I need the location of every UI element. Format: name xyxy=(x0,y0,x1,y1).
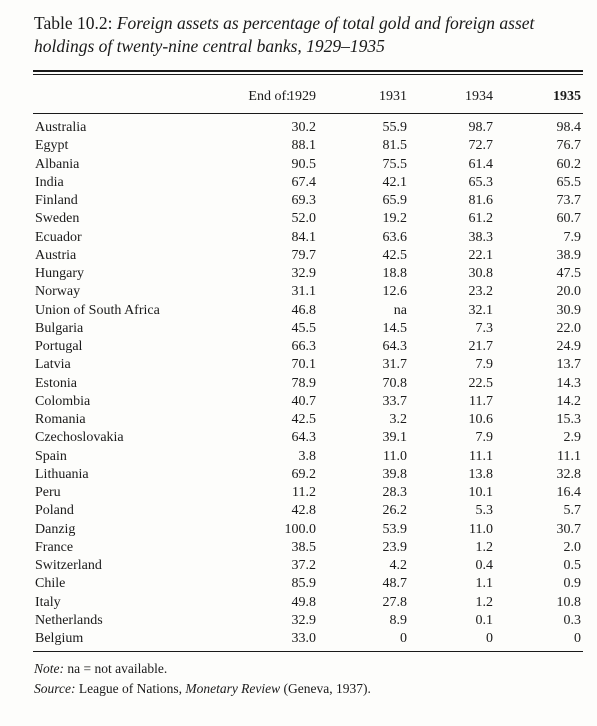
value-cell: 79.7 xyxy=(291,247,316,263)
value-cell: 42.5 xyxy=(291,412,316,427)
table-row xyxy=(0,210,597,228)
table-row xyxy=(0,156,597,174)
table-row xyxy=(0,466,597,484)
value-cell: 30.2 xyxy=(291,120,316,135)
value-cell: 8.9 xyxy=(389,612,407,628)
note-text: na = not available. xyxy=(64,661,168,676)
value-cell: 81.6 xyxy=(468,193,493,208)
table-row xyxy=(0,612,597,630)
table-row xyxy=(0,320,597,338)
value-cell: 24.9 xyxy=(556,339,581,354)
table-notes xyxy=(34,659,371,699)
value-cell: 7.9 xyxy=(475,430,493,446)
value-cell: 18.8 xyxy=(382,266,407,281)
top-rule-thick xyxy=(33,70,583,72)
country-cell: Peru xyxy=(35,485,61,500)
value-cell: 72.7 xyxy=(468,138,493,154)
country-cell: Chile xyxy=(35,576,66,592)
value-cell: 31.7 xyxy=(382,357,407,373)
value-cell: 0.9 xyxy=(563,576,581,592)
table-header-row xyxy=(0,89,597,107)
value-cell: 37.2 xyxy=(291,558,316,573)
top-rule-thin xyxy=(33,74,583,75)
table-body xyxy=(0,119,597,648)
value-cell: 70.1 xyxy=(291,357,316,373)
country-cell: Belgium xyxy=(35,631,84,646)
value-cell: 11.0 xyxy=(383,448,407,464)
country-cell: India xyxy=(35,174,64,190)
value-cell: 45.5 xyxy=(291,320,316,336)
value-cell: 21.7 xyxy=(468,339,493,354)
table-row xyxy=(0,594,597,612)
value-cell: 76.7 xyxy=(556,138,581,154)
country-cell: Australia xyxy=(35,120,87,135)
value-cell: 42.1 xyxy=(382,174,407,190)
value-cell: 23.2 xyxy=(468,284,493,300)
value-cell: 65.9 xyxy=(382,193,407,208)
value-cell: 3.8 xyxy=(298,448,316,464)
table-row xyxy=(0,338,597,356)
value-cell: 49.8 xyxy=(291,594,316,610)
country-cell: Sweden xyxy=(35,211,80,227)
value-cell: 65.5 xyxy=(556,174,581,190)
value-cell: 0 xyxy=(400,631,407,646)
value-cell: 66.3 xyxy=(291,339,316,354)
value-cell: 32.9 xyxy=(291,266,316,281)
country-cell: Colombia xyxy=(35,393,91,409)
value-cell: 65.3 xyxy=(468,174,493,190)
value-cell: na xyxy=(393,302,407,318)
source-line xyxy=(34,679,371,699)
country-cell: Ecuador xyxy=(35,229,82,245)
value-cell: 33.0 xyxy=(291,631,316,646)
table-row xyxy=(0,265,597,283)
value-cell: 11.2 xyxy=(292,485,316,500)
value-cell: 73.7 xyxy=(556,193,581,208)
country-cell: Netherlands xyxy=(35,612,103,628)
value-cell: 75.5 xyxy=(382,156,407,172)
country-cell: Albania xyxy=(35,156,80,172)
value-cell: 0.1 xyxy=(475,612,493,628)
value-cell: 69.2 xyxy=(291,466,316,482)
header-year: 1929 xyxy=(288,89,316,104)
value-cell: 11.0 xyxy=(469,521,493,537)
value-cell: 70.8 xyxy=(382,375,407,391)
table-row xyxy=(0,557,597,575)
value-cell: 1.2 xyxy=(475,539,493,555)
value-cell: 14.2 xyxy=(556,393,581,409)
value-cell: 7.9 xyxy=(563,229,581,245)
country-cell: Latvia xyxy=(35,357,71,373)
value-cell: 0 xyxy=(486,631,493,646)
source-text-end: (Geneva, 1937). xyxy=(280,681,371,696)
value-cell: 39.8 xyxy=(382,466,407,482)
value-cell: 12.6 xyxy=(382,284,407,300)
country-cell: Norway xyxy=(35,284,81,300)
value-cell: 64.3 xyxy=(382,339,407,354)
table-row xyxy=(0,484,597,502)
value-cell: 4.2 xyxy=(389,558,407,573)
value-cell: 42.5 xyxy=(382,247,407,263)
value-cell: 2.9 xyxy=(563,430,581,446)
value-cell: 5.7 xyxy=(563,503,581,519)
value-cell: 31.1 xyxy=(291,284,316,300)
value-cell: 38.9 xyxy=(556,247,581,263)
note-label: Note: xyxy=(34,661,64,676)
value-cell: 55.9 xyxy=(382,120,407,135)
value-cell: 47.5 xyxy=(556,266,581,281)
value-cell: 67.4 xyxy=(291,174,316,190)
value-cell: 28.3 xyxy=(382,485,407,500)
value-cell: 61.2 xyxy=(468,211,493,227)
value-cell: 63.6 xyxy=(382,229,407,245)
value-cell: 61.4 xyxy=(468,156,493,172)
value-cell: 11.1 xyxy=(469,448,493,464)
value-cell: 90.5 xyxy=(291,156,316,172)
note-line xyxy=(34,659,371,679)
value-cell: 0.5 xyxy=(563,558,581,573)
value-cell: 7.3 xyxy=(475,320,493,336)
value-cell: 30.7 xyxy=(556,521,581,537)
value-cell: 30.9 xyxy=(556,302,581,318)
table-caption xyxy=(34,12,574,58)
value-cell: 42.8 xyxy=(291,503,316,519)
value-cell: 16.4 xyxy=(556,485,581,500)
table-row xyxy=(0,174,597,192)
value-cell: 5.3 xyxy=(475,503,493,519)
value-cell: 88.1 xyxy=(291,138,316,154)
country-cell: Italy xyxy=(35,594,61,610)
table-row xyxy=(0,192,597,210)
value-cell: 33.7 xyxy=(382,393,407,409)
value-cell: 14.3 xyxy=(556,375,581,391)
table-row xyxy=(0,575,597,593)
value-cell: 64.3 xyxy=(291,430,316,446)
source-text: League of Nations, xyxy=(75,681,186,696)
value-cell: 98.7 xyxy=(468,120,493,135)
value-cell: 52.0 xyxy=(291,211,316,227)
country-cell: France xyxy=(35,539,74,555)
value-cell: 32.9 xyxy=(291,612,316,628)
table-row xyxy=(0,302,597,320)
table-row xyxy=(0,411,597,429)
source-publication: Monetary Review xyxy=(185,681,281,696)
value-cell: 27.8 xyxy=(382,594,407,610)
value-cell: 39.1 xyxy=(382,430,407,446)
country-cell: Egypt xyxy=(35,138,69,154)
value-cell: 19.2 xyxy=(382,211,407,227)
table-row xyxy=(0,247,597,265)
value-cell: 69.3 xyxy=(291,193,316,208)
header-year: 1931 xyxy=(379,89,407,104)
value-cell: 0 xyxy=(574,631,581,646)
value-cell: 32.8 xyxy=(556,466,581,482)
value-cell: 1.1 xyxy=(475,576,493,592)
country-cell: Union of South Africa xyxy=(35,302,160,318)
value-cell: 60.7 xyxy=(556,211,581,227)
value-cell: 78.9 xyxy=(291,375,316,391)
table-row xyxy=(0,539,597,557)
value-cell: 48.7 xyxy=(382,576,407,592)
value-cell: 11.1 xyxy=(557,448,581,464)
value-cell: 10.1 xyxy=(468,485,493,500)
value-cell: 38.3 xyxy=(468,229,493,245)
value-cell: 53.9 xyxy=(382,521,407,537)
value-cell: 20.0 xyxy=(556,284,581,300)
country-cell: Romania xyxy=(35,412,86,427)
value-cell: 40.7 xyxy=(291,393,316,409)
country-cell: Estonia xyxy=(35,375,77,391)
value-cell: 15.3 xyxy=(556,412,581,427)
value-cell: 10.8 xyxy=(556,594,581,610)
value-cell: 11.7 xyxy=(469,393,493,409)
table-row xyxy=(0,393,597,411)
value-cell: 0.3 xyxy=(563,612,581,628)
value-cell: 22.1 xyxy=(468,247,493,263)
value-cell: 85.9 xyxy=(291,576,316,592)
country-cell: Czechoslovakia xyxy=(35,430,124,446)
value-cell: 46.8 xyxy=(291,302,316,318)
country-cell: Danzig xyxy=(35,521,76,537)
value-cell: 22.5 xyxy=(468,375,493,391)
header-row-label: End of: xyxy=(248,89,290,104)
value-cell: 60.2 xyxy=(556,156,581,172)
country-cell: Poland xyxy=(35,503,74,519)
country-cell: Bulgaria xyxy=(35,320,84,336)
value-cell: 10.6 xyxy=(468,412,493,427)
country-cell: Switzerland xyxy=(35,558,102,573)
table-row xyxy=(0,229,597,247)
table-number: Table 10.2: xyxy=(34,13,113,33)
country-cell: Portugal xyxy=(35,339,83,354)
table-row xyxy=(0,375,597,393)
source-label: Source: xyxy=(34,681,76,696)
table-row xyxy=(0,521,597,539)
value-cell: 26.2 xyxy=(382,503,407,519)
header-rule xyxy=(33,113,583,114)
country-cell: Austria xyxy=(35,247,77,263)
value-cell: 30.8 xyxy=(468,266,493,281)
header-year: 1934 xyxy=(465,89,493,104)
value-cell: 23.9 xyxy=(382,539,407,555)
value-cell: 98.4 xyxy=(556,120,581,135)
table-row xyxy=(0,502,597,520)
value-cell: 13.7 xyxy=(556,357,581,373)
bottom-rule xyxy=(33,651,583,652)
value-cell: 81.5 xyxy=(382,138,407,154)
country-cell: Finland xyxy=(35,193,78,208)
value-cell: 32.1 xyxy=(468,302,493,318)
value-cell: 100.0 xyxy=(284,521,316,537)
country-cell: Hungary xyxy=(35,266,84,281)
table-row xyxy=(0,283,597,301)
value-cell: 7.9 xyxy=(475,357,493,373)
value-cell: 3.2 xyxy=(389,412,407,427)
table-row xyxy=(0,630,597,648)
value-cell: 0.4 xyxy=(475,558,493,573)
value-cell: 13.8 xyxy=(468,466,493,482)
table-row xyxy=(0,119,597,137)
value-cell: 84.1 xyxy=(291,229,316,245)
table-title: Foreign assets as percentage of total gold and foreign asset holdings of twenty-nine central banks, 1929–1935 xyxy=(34,13,535,56)
table-row xyxy=(0,429,597,447)
country-cell: Lithuania xyxy=(35,466,89,482)
value-cell: 38.5 xyxy=(291,539,316,555)
table-row xyxy=(0,137,597,155)
table-row xyxy=(0,448,597,466)
country-cell: Spain xyxy=(35,448,67,464)
header-year: 1935 xyxy=(553,89,581,104)
value-cell: 2.0 xyxy=(563,539,581,555)
value-cell: 14.5 xyxy=(382,320,407,336)
value-cell: 1.2 xyxy=(475,594,493,610)
value-cell: 22.0 xyxy=(556,320,581,336)
table-row xyxy=(0,356,597,374)
